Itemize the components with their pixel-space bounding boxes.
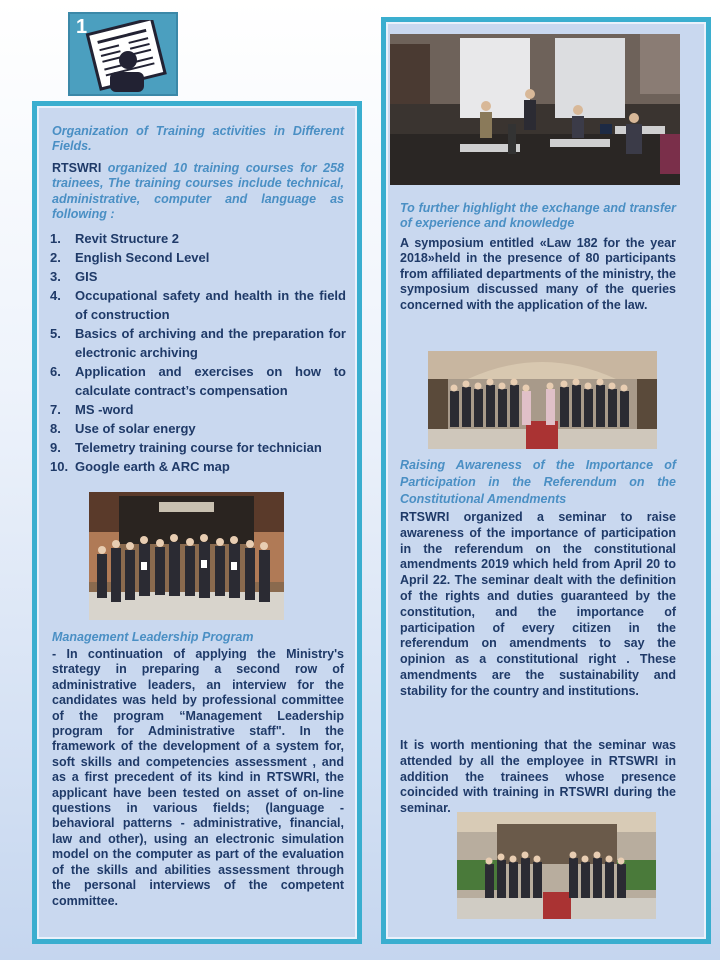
list-item: 1. Revit Structure 2 xyxy=(50,231,180,246)
list-item: 5. Basics of archiving and the preparation for electronic archiving xyxy=(50,326,346,360)
referendum-section-title: Raising Awareness of the Importance of Participation in the Referendum on the Constitutional Amendments xyxy=(400,458,676,506)
list-item: 7. MS -word xyxy=(50,402,134,417)
symposium-classroom-photo xyxy=(390,34,680,185)
list-item: 9. Telemetry training course for technician xyxy=(50,440,322,455)
seminar-group-photo xyxy=(457,812,656,919)
training-intro xyxy=(52,161,344,223)
list-item: 8. Use of solar energy xyxy=(50,421,196,436)
newspaper-reader-icon xyxy=(80,20,172,94)
training-section-title: Organization of Training activities in Different Fields. xyxy=(52,124,344,153)
section-number-badge xyxy=(68,12,178,96)
list-item: 6. Application and exercises on how to calculate contract’s compensation xyxy=(50,364,346,398)
list-item: 4. Occupational safety and health in the field of construction xyxy=(50,288,346,322)
list-item: 3. GIS xyxy=(50,269,98,284)
symposium-section-body: A symposium entitled «Law 182 for the year 2018»held in the presence of 80 participants from affiliated departments of the ministry, the symposium discussed many of the queries concerned with the application of the law. xyxy=(400,236,676,312)
course-list xyxy=(50,229,346,476)
list-item: 10. Google earth & ARC map xyxy=(50,459,230,474)
referendum-section-body: RTSWRI organized a seminar to raise awareness of the importance of participation in the referendum on the constitutional amendments 2019 which held from April 20 to April 22. The seminar dealt with the definition of the rights and duties guaranteed by the constitution, and the importance of participation of every citizen in the referendum on amendments to say the opinion as a constitutional right . These amendments are the sustainability and stability for the country and institutions. xyxy=(400,510,676,698)
training-intro-text: organized 10 training courses for 258 trainees, The training courses include technical, administrative, computer and language as following : xyxy=(52,161,344,222)
symposium-group-photo xyxy=(428,351,657,449)
referendum-attendance-body: It is worth mentioning that the seminar was attended by all the employee in RTSWRI in addition the trainees whose presence coincided with training in RTSWRI during the seminar. xyxy=(400,738,676,816)
leadership-section-body: - In continuation of applying the Ministry's strategy in preparing a second row of administrative leaders, an interview for the candidates was held by professional committee of the program “Management Leadership program for Administrative staff". In the framework of the development of a system for, soft skills and competencies assessment , and as a first precedent of its kind in RTSWRI, the applicant have been tested on asset of on-line questions in various fields; (language - behavioral patterns - administrative, financial, law and other), using an electronic simulation model on the computer as part of the evaluation of the skills and abilities assessment through the personal interviews of the competent committee. xyxy=(52,647,344,908)
section-number: 1 xyxy=(76,16,88,38)
training-intro-lead: RTSWRI xyxy=(52,161,102,175)
leadership-section-title: Management Leadership Program xyxy=(52,630,254,644)
training-group-photo xyxy=(89,492,284,620)
list-item: 2. English Second Level xyxy=(50,250,210,265)
symposium-section-title: To further highlight the exchange and transfer of experience and knowledge xyxy=(400,201,676,230)
